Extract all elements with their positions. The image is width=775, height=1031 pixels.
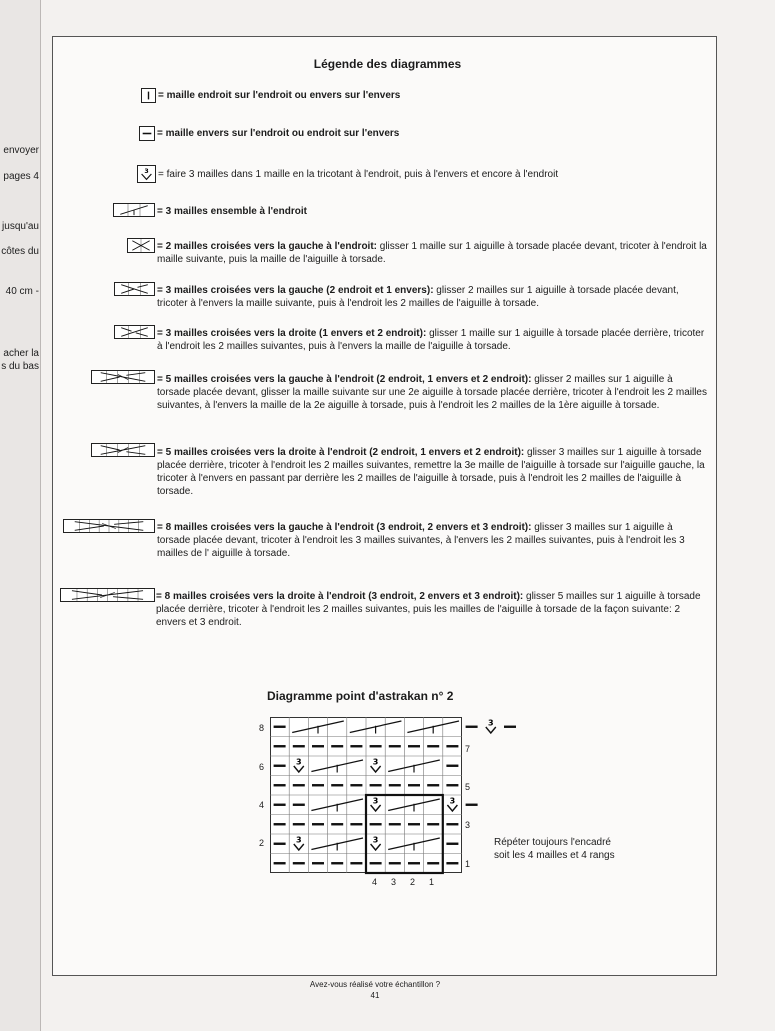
make-three-digit: 3 [296, 835, 302, 845]
legend-title: Légende des diagrammes [313, 57, 462, 71]
cross-8-left-symbol [63, 519, 155, 533]
margin-text: jusqu'au [2, 221, 39, 232]
page-footer [0, 979, 750, 1001]
margin-text: acher la [3, 348, 39, 359]
previous-page-fragment [0, 0, 41, 1031]
stitch-chart [270, 717, 494, 873]
margin-text: pages 4 [3, 171, 39, 182]
row-label: 4 [259, 800, 265, 810]
legend-cross-5-left: = 5 mailles croisées vers la gauche à l'endroit (2 endroit, 1 envers et 2 endroit): glisser 2 mailles sur 1 aiguille à torsade placée devant, glisser la maille suivante sur une 2e aiguille à torsade placée derrière, tricoter à l'endroit les 2 mailles suivantes, à l'envers la maille de la 2e aiguille à torsade, puis à l'endroit les 2 mailles de la 1ère aiguille à torsade. [157, 374, 707, 411]
legend-purl: = maille envers sur l'endroit ou endroit sur l'envers [157, 128, 400, 139]
cross-5-left-symbol [91, 370, 155, 384]
row-label: 6 [259, 762, 265, 772]
legend-cross-2-left: = 2 mailles croisées vers la gauche à l'endroit: glisser 1 maille sur 1 aiguille à torsade placée devant, tricoter à l'endroit la maille suivante, puis la maille de l'aiguille à torsade. [157, 241, 707, 265]
row-label: 1 [465, 859, 471, 869]
make-three-digit: 3 [372, 796, 379, 806]
column-label: 4 [372, 877, 378, 887]
row-label: 8 [259, 723, 265, 733]
row-label: 2 [259, 838, 265, 848]
symbol-digit: 3 [144, 168, 149, 176]
make-three-digit: 3 [296, 757, 302, 767]
legend-cross-8-right: = 8 mailles croisées vers la droite à l'endroit (3 endroit, 2 envers et 3 endroit): glisser 5 mailles sur 1 aiguille à torsade placée derrière, tricoter à l'endroit les 2 mailles suivantes, puis les mailles de l'aiguille à torsade de la façon suivante: 2 envers et 3 endroit. [156, 591, 701, 628]
column-label: 2 [410, 877, 416, 887]
cross-5-right-symbol [91, 443, 155, 457]
margin-text: côtes du [1, 246, 39, 257]
row-label: 5 [465, 782, 471, 792]
margin-text: 40 cm - [5, 286, 39, 297]
legend-three-together: = 3 mailles ensemble à l'endroit [157, 206, 307, 217]
make-three-digit: 3 [449, 796, 456, 806]
make-three-digit: 3 [488, 718, 494, 728]
row-label: 3 [465, 820, 471, 830]
margin-text: s du bas [1, 361, 39, 372]
cross-3-left-symbol [114, 282, 155, 296]
legend-knit: = maille endroit sur l'endroit ou envers sur l'envers [158, 90, 401, 101]
make-three-digit: 3 [372, 757, 379, 767]
legend-cross-3-left: = 3 mailles croisées vers la gauche (2 endroit et 1 envers): glisser 2 mailles sur 1 aiguille à torsade placée devant, tricoter à l'envers la maille suivante, puis à l'endroit les 2 mailles de l'aiguille à torsade. [157, 285, 679, 309]
margin-text: envoyer [3, 145, 39, 156]
diagram-title: Diagramme point d'astrakan n° 2 [267, 689, 454, 703]
cross-2-left-symbol [127, 238, 155, 253]
make-three-digit: 3 [372, 835, 379, 845]
footer-question: Avez-vous réalisé votre échantillon ? [309, 980, 441, 989]
make-three-symbol [137, 165, 156, 183]
page-number: 41 [370, 991, 380, 1000]
legend-cross-5-right: = 5 mailles croisées vers la droite à l'endroit (2 endroit, 1 envers et 2 endroit): glisser 3 mailles sur 1 aiguille à torsade placée derrière, tricoter à l'endroit les 2 mailles suivantes, remettre la 3e maille de l'aiguille à torsade sur l'aiguille gauche, la tricoter à l'envers en passant par derrière les 2 mailles de l'aiguille à torsade, puis à l'endroit les 2 mailles de l'aiguille à torsade. [157, 447, 705, 497]
column-label: 3 [391, 877, 397, 887]
purl-stitch-symbol [139, 126, 155, 141]
legend-make-three: = faire 3 mailles dans 1 maille en la tricotant à l'endroit, puis à l'envers et encore à l'endroit [158, 169, 559, 180]
legend-cross-3-right: = 3 mailles croisées vers la droite (1 envers et 2 endroit): glisser 1 maille sur 1 aiguille à torsade placée derrière, tricoter à l'endroit les 2 mailles suivantes, puis à l'envers la maille de l'aiguille à torsade. [157, 328, 705, 352]
repeat-note: Répéter toujours l'encadré soit les 4 mailles et 4 rangs [494, 837, 615, 861]
column-label: 1 [429, 877, 435, 887]
row-label: 7 [465, 744, 471, 754]
three-together-symbol [113, 203, 155, 217]
cross-3-right-symbol [114, 325, 155, 339]
knit-stitch-symbol [141, 88, 156, 103]
cross-8-right-symbol [60, 588, 155, 602]
legend-cross-8-left: = 8 mailles croisées vers la gauche à l'endroit (3 endroit, 2 envers et 3 endroit): glisser 3 mailles sur 1 aiguille à torsade placée devant, tricoter à l'endroit les 3 mailles suivantes, à l'envers les 2 mailles suivantes, puis à l'endroit les 3 mailles de l' aiguille à torsade. [157, 522, 685, 559]
